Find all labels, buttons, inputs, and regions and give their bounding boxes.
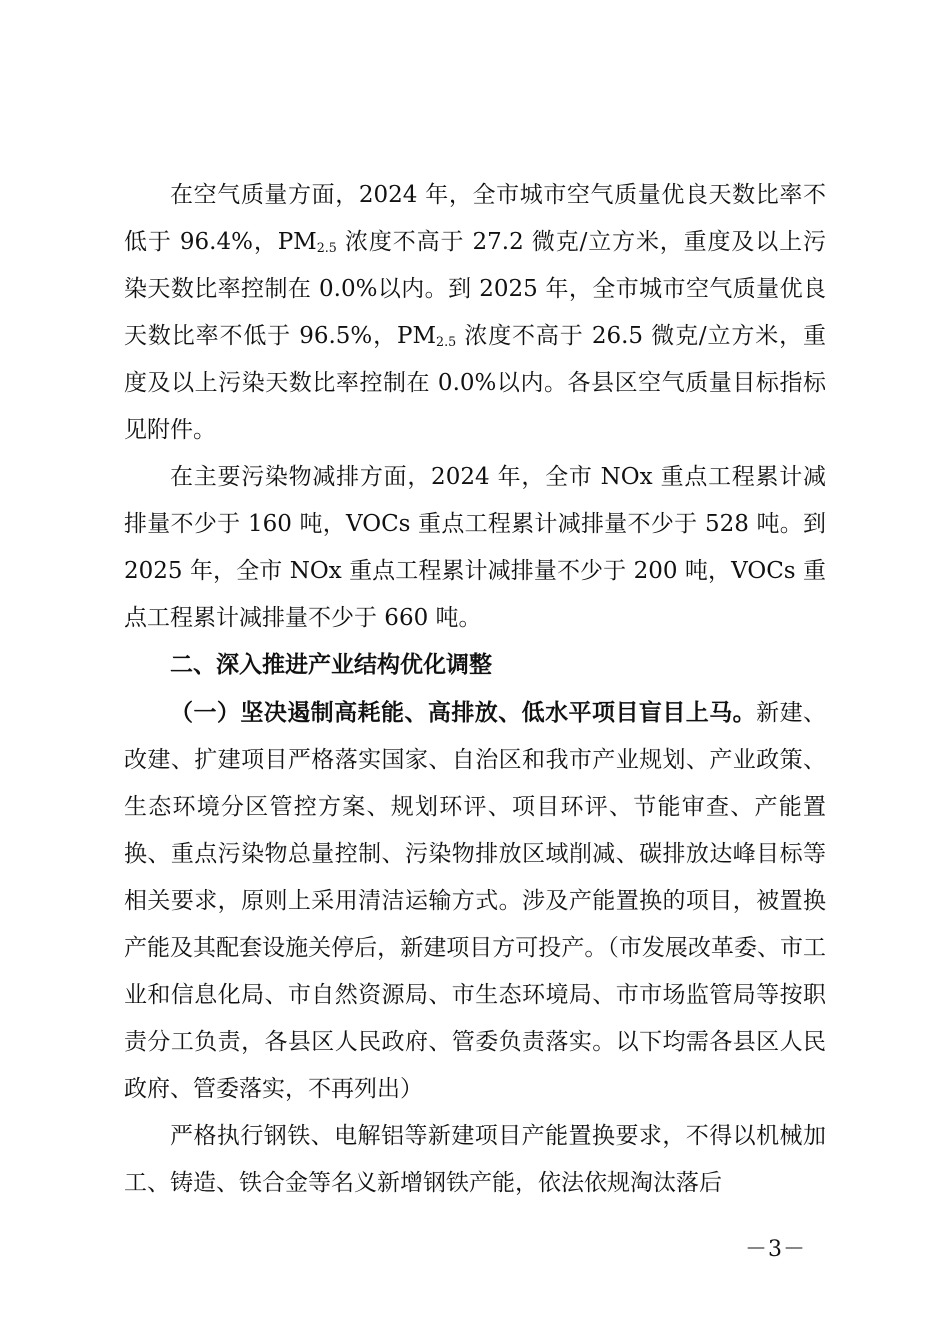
section-heading: 二、深入推进产业结构优化调整 xyxy=(170,652,492,678)
item-1-title: （一）坚决遏制高耗能、高排放、低水平项目盲目上马。 xyxy=(170,699,757,726)
text-segment: 在空气质量方面，2024 年，全市城市空气质量优良天数比率不低于 96.4%，PM xyxy=(124,182,826,255)
subscript: 2.5 xyxy=(316,240,337,256)
air-quality-paragraph xyxy=(124,172,826,454)
document-body xyxy=(124,172,826,1207)
text-segment: 浓度不高于 27.2 微克/立方米，重度及以上污染天数比率控制在 0.0%以内。到 2025 年，全市城市空气质量优良天数比率不低于 96.5%，PM xyxy=(124,229,826,349)
item-1-body: 新建、改建、扩建项目严格落实国家、自治区和我市产业规划、产业政策、生态环境分区管控方案、规划环评、项目环评、节能审查、产能置换、重点污染物总量控制、污染物排放区域削减、碳排放达峰目标等相关要求，原则上采用清洁运输方式。涉及产能置换的项目，被置换产能及其配套设施关停后，新建项目方可投产。（市发展改革委、市工业和信息化局、市自然资源局、市生态环境局、市市场监管局等按职责分工负责，各县区人民政府、管委负责落实。以下均需各县区人民政府、管委落实，不再列出） xyxy=(124,700,827,1102)
item-1-paragraph xyxy=(124,689,826,1113)
page-number: －3－ xyxy=(745,1237,806,1262)
steel-paragraph: 严格执行钢铁、电解铝等新建项目产能置换要求，不得以机械加工、铸造、铁合金等名义新增钢铁产能，依法依规淘汰落后 xyxy=(124,1123,826,1196)
emission-reduction-paragraph: 在主要污染物减排方面，2024 年，全市 NOx 重点工程累计减排量不少于 160 吨，VOCs 重点工程累计减排量不少于 528 吨。到 2025 年，全市 NOx 重点工程累计减排量不少于 200 吨，VOCs 重点工程累计减排量不少于 660 吨。 xyxy=(124,464,826,631)
subscript: 2.5 xyxy=(436,334,457,350)
text-segment: 浓度不高于 26.5 微克/立方米，重度及以上污染天数比率控制在 0.0%以内。各县区空气质量目标指标见附件。 xyxy=(124,323,826,443)
